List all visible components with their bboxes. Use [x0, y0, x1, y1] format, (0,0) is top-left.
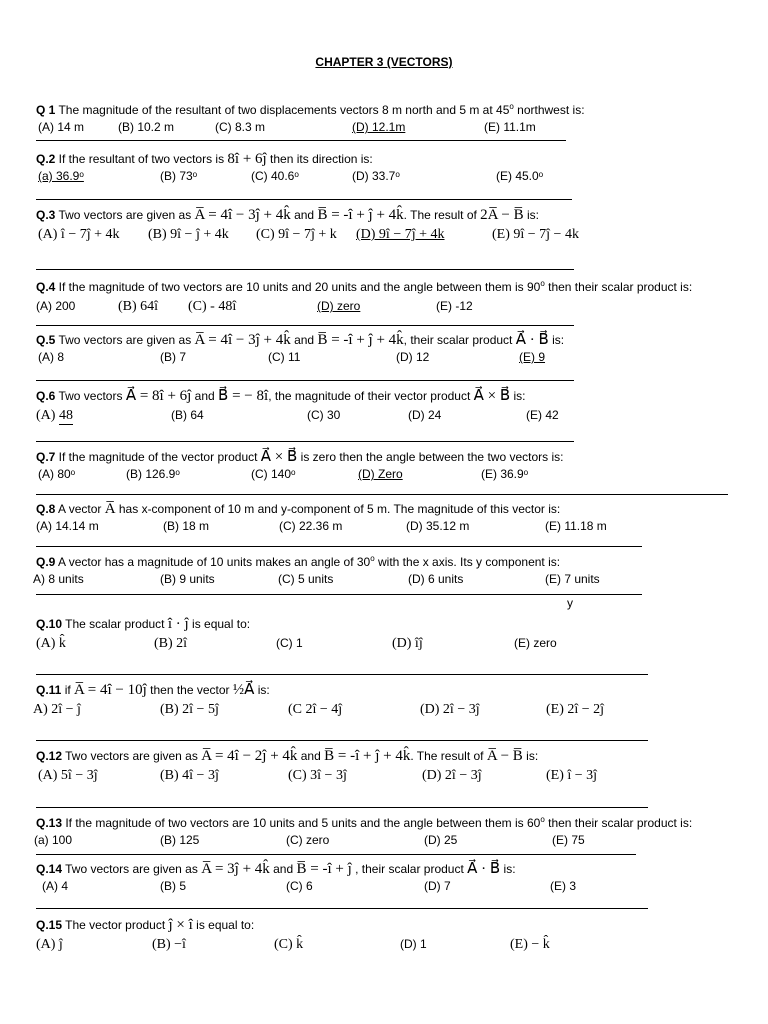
math-expression: B⃗ = − 8î	[218, 388, 269, 404]
math-expression: A̅ = 4î − 3ĵ + 4k̂	[194, 207, 291, 223]
option-b: (B) 126.9ᵒ	[126, 467, 180, 481]
option-c: (C) 8.3 m	[215, 120, 266, 134]
option-e: (E) 2î − 2ĵ	[546, 702, 605, 717]
option-a: (A) 48	[36, 408, 73, 423]
options-row	[36, 167, 756, 184]
math-expression: B̅ = -î + ĵ + 4k̂	[324, 748, 411, 764]
option-c: (C) 6	[286, 879, 313, 893]
question-9	[33, 551, 756, 587]
stem-text: , their scalar product	[351, 862, 468, 876]
stem-text: Two vectors are given as	[55, 333, 195, 347]
stem-text: If the magnitude of two vectors are 10 units and 5 units and the angle between them is 60	[62, 816, 541, 830]
options-row	[36, 632, 756, 654]
stem-text: The vector product	[62, 918, 169, 932]
option-d: (D) 33.7ᵒ	[352, 169, 400, 183]
option-d: (D) 2î − 3ĵ	[422, 768, 482, 783]
question-stem: Q.7 If the magnitude of the vector product A⃗ × B⃗ is zero then the angle between the two vectors is:	[36, 449, 564, 465]
question-stem: Q.6 Two vectors A⃗ = 8î + 6ĵ and B⃗ = − 8î, the magnitude of their vector product A⃗ × B⃗ is:	[36, 388, 526, 404]
option-d: (D) 12	[396, 350, 430, 364]
option-e: (E) 9î − 7ĵ − 4k	[492, 227, 579, 242]
stem-text: o	[540, 815, 545, 824]
stem-text: If the resultant of two vectors is	[55, 152, 228, 166]
stem-text: with the x axis. Its y component is:	[374, 555, 561, 569]
option-b: (B) −î	[152, 937, 186, 952]
math-expression: A̅	[104, 501, 116, 517]
option-b: (B) 64î	[118, 299, 159, 314]
option-a: (A) 80ᵒ	[38, 467, 76, 481]
stem-text: Two vectors are given as	[55, 208, 195, 222]
stem-text: and	[191, 389, 219, 403]
question-7	[36, 450, 756, 482]
option-c: (C) 9î − 7ĵ + k	[256, 227, 337, 242]
option-e: (E) 7 units	[545, 572, 600, 586]
option-c: (C) zero	[286, 833, 330, 847]
options-row	[36, 118, 756, 135]
math-expression: A̅ − B̅	[486, 748, 523, 764]
option-e: (E) -12	[436, 299, 473, 313]
question-stem: Q.11 if A̅ = 4î − 10ĵ then the vector ½A⃗ is:	[36, 682, 270, 698]
stem-text: A vector	[55, 502, 105, 516]
stem-text: If the magnitude of two vectors are 10 units and 20 units and the angle between them is 90	[55, 280, 541, 294]
option-e: (E) î − 3ĵ	[546, 768, 598, 783]
option-e: (E) 11.18 m	[545, 519, 607, 533]
option-d: (D) îĵ	[392, 636, 423, 651]
stray-y-mark: y	[567, 596, 573, 610]
option-b: (B) 73ᵒ	[160, 169, 198, 183]
option-d: (D) 25	[424, 833, 458, 847]
option-c: (C) 11	[268, 350, 301, 364]
separator-line	[36, 494, 728, 495]
option-a: A) 2î − ĵ	[33, 702, 81, 717]
question-11	[33, 682, 756, 720]
stem-text: Two vectors are given as	[62, 862, 202, 876]
option-d: (D) 7	[424, 879, 451, 893]
separator-line	[36, 199, 572, 200]
stem-text: then their scalar product is:	[544, 280, 693, 294]
math-expression: B̅ = -î + ĵ + 4k̂	[317, 207, 404, 223]
options-row	[36, 933, 756, 955]
question-2	[36, 152, 756, 184]
question-4	[36, 276, 756, 317]
option-b: (B) 10.2 m	[118, 120, 175, 134]
option-a: (A) 200	[36, 299, 76, 313]
option-c: (C) k̂	[274, 937, 304, 952]
stem-text: is equal to:	[188, 617, 251, 631]
stem-text: and	[297, 749, 325, 763]
option-a: (A) 14 m	[38, 120, 85, 134]
stem-text: and	[269, 862, 297, 876]
stem-text: is:	[500, 862, 516, 876]
chapter-title: CHAPTER 3 (VECTORS)	[315, 55, 453, 69]
separator-line	[36, 269, 574, 270]
question-1	[36, 99, 756, 135]
options-row	[36, 517, 756, 534]
option-d: (D) 12.1m	[352, 120, 406, 134]
math-expression: 2A̅ − B̅	[480, 207, 524, 223]
stem-text: northwest is:	[513, 103, 585, 117]
option-b: (B) 64	[171, 408, 204, 422]
math-expression: B̅ = -î + ĵ + 4k̂	[317, 332, 404, 348]
option-b: (B) 4î − 3ĵ	[160, 768, 219, 783]
option-a: (A) 4	[42, 879, 69, 893]
option-c: (C) 30	[307, 408, 341, 422]
option-e: (E) zero	[514, 636, 557, 650]
option-d: (D) Zero	[358, 467, 403, 481]
option-b: (B) 2î − 5ĵ	[160, 702, 219, 717]
option-b: (B) 7	[160, 350, 187, 364]
question-stem: Q 1 The magnitude of the resultant of two displacements vectors 8 m north and 5 m at 45$^o$ northwest is:	[36, 102, 585, 117]
separator-line	[36, 740, 648, 741]
option-c: (C) - 48î	[188, 299, 237, 314]
option-d: (D) 9î − 7ĵ + 4k	[356, 227, 445, 242]
option-c: (C) 1	[276, 636, 303, 650]
stem-text: . The result of	[410, 749, 487, 763]
stem-text: A vector has a magnitude of 10 units makes an angle of 30	[55, 555, 371, 569]
math-expression: A⃗ = 8î + 6ĵ	[125, 388, 192, 404]
question-stem: Q.13 If the magnitude of two vectors are 10 units and 5 units and the angle between them is 60$^o$ then their scalar product is:	[36, 815, 693, 830]
separator-line	[36, 854, 636, 855]
stem-text: and	[290, 208, 318, 222]
option-c: (C) 5 units	[278, 572, 334, 586]
stem-text: o	[540, 279, 545, 288]
option-d: (D) 6 units	[408, 572, 464, 586]
stem-text: if	[61, 683, 75, 697]
separator-line	[36, 325, 574, 326]
question-14	[36, 862, 756, 894]
option-e: (E) 3	[550, 879, 577, 893]
option-b: (B) 5	[160, 879, 187, 893]
option-e: (E) 11.1m	[484, 120, 536, 134]
stem-text: The scalar product	[62, 617, 168, 631]
stem-text: is:	[522, 749, 539, 763]
question-stem: Q.2 If the resultant of two vectors is 8î + 6ĵ then its direction is:	[36, 151, 373, 167]
option-a: (A) 14.14 m	[36, 519, 99, 533]
option-e: (E) 9	[519, 350, 546, 364]
option-a: (a) 100	[34, 833, 73, 847]
stem-text: then the vector	[146, 683, 233, 697]
option-a: (A) ĵ	[36, 937, 63, 952]
option-e: (E) 42	[526, 408, 559, 422]
math-expression: A⃗ × B⃗	[473, 388, 511, 404]
math-expression: A̅ = 4î − 2ĵ + 4k̂	[201, 748, 298, 764]
stem-text: is:	[510, 389, 526, 403]
question-6	[36, 389, 756, 426]
math-expression: ½A⃗	[232, 682, 255, 698]
stem-text: , their scalar product	[403, 333, 516, 347]
option-c: (C) 22.36 m	[279, 519, 343, 533]
question-5	[36, 333, 756, 365]
option-a: (A) î − 7ĵ + 4k	[38, 227, 120, 242]
options-row	[36, 831, 756, 848]
question-stem: Q.4 If the magnitude of two vectors are 10 units and 20 units and the angle between them is 90$^o$ then their scalar product is:	[36, 279, 693, 294]
question-15	[36, 918, 756, 955]
options-row	[36, 764, 756, 786]
math-expression: A⃗ · B⃗	[467, 861, 501, 877]
options-row	[33, 570, 756, 587]
options-row	[33, 698, 756, 720]
math-expression: 8î + 6ĵ	[227, 151, 267, 167]
stem-text: is zero then the angle between the two vectors is:	[297, 450, 564, 464]
option-c: (C) 40.6ᵒ	[251, 169, 299, 183]
separator-line	[36, 807, 648, 808]
option-c: (C) 140ᵒ	[251, 467, 296, 481]
question-stem: Q.14 Two vectors are given as A̅ = 3ĵ + 4k̂ and B̅ = -î + ĵ , their scalar product A⃗ · B⃗ is:	[36, 861, 516, 877]
stem-text: then their scalar product is:	[544, 816, 693, 830]
option-a: A) 8 units	[33, 572, 84, 586]
separator-line	[36, 594, 642, 595]
options-row	[36, 877, 756, 894]
question-stem: Q.8 A vector A̅ has x-component of 10 m and y-component of 5 m. The magnitude of this vector is:	[36, 501, 561, 517]
option-e: (E) − k̂	[510, 937, 550, 952]
math-expression: A⃗ · B⃗	[515, 332, 549, 348]
option-d: (D) 2î − 3ĵ	[420, 702, 480, 717]
math-expression: A̅ = 4î − 3ĵ + 4k̂	[194, 332, 291, 348]
option-d: (D) 35.12 m	[406, 519, 470, 533]
separator-line	[36, 441, 574, 442]
question-stem: Q.12 Two vectors are given as A̅ = 4î − 2ĵ + 4k̂ and B̅ = -î + ĵ + 4k̂. The result of A̅ − B̅ is:	[36, 748, 539, 764]
stem-text: The magnitude of the resultant of two displacements vectors 8 m north and 5 m at 45	[55, 103, 510, 117]
option-b: (B) 2î	[154, 636, 188, 651]
question-stem: Q.9 A vector has a magnitude of 10 units makes an angle of 30$^o$ with the x axis. Its y component is:	[36, 554, 561, 569]
stem-text: has x-component of 10 m and y-component of 5 m. The magnitude of this vector is:	[115, 502, 561, 516]
stem-text: is:	[523, 208, 539, 222]
options-row	[36, 465, 756, 482]
separator-line	[36, 140, 566, 141]
stem-text: o	[370, 554, 375, 563]
stem-text: is:	[254, 683, 270, 697]
stem-text: . The result of	[403, 208, 481, 222]
question-stem: Q.10 The scalar product î · ĵ is equal to:	[36, 616, 251, 632]
question-10	[36, 617, 756, 654]
option-c: (C 2î − 4ĵ	[288, 702, 343, 717]
options-row	[36, 348, 756, 365]
stem-text: If the magnitude of the vector product	[55, 450, 261, 464]
separator-line	[36, 546, 642, 547]
question-13	[36, 812, 756, 848]
option-b: (B) 9î − ĵ + 4k	[148, 227, 229, 242]
math-expression: ĵ × î	[168, 917, 193, 933]
stem-text: o	[509, 102, 514, 111]
question-stem: Q.15 The vector product ĵ × î is equal to:	[36, 917, 255, 933]
stem-text: , the magnitude of their vector product	[268, 389, 474, 403]
question-8	[36, 502, 756, 534]
answer-48: 48	[58, 408, 73, 423]
stem-text: Two vectors	[55, 389, 126, 403]
option-b: (B) 9 units	[160, 572, 215, 586]
option-b: (B) 18 m	[163, 519, 210, 533]
options-row	[36, 295, 756, 317]
option-e: (E) 75	[552, 833, 585, 847]
option-a: (A) 8	[38, 350, 65, 364]
option-b: (B) 125	[160, 833, 200, 847]
option-a: (A) k̂	[36, 636, 66, 651]
math-expression: A̅ = 4î − 10ĵ	[74, 682, 147, 698]
option-a: (A) 5î − 3ĵ	[38, 768, 98, 783]
option-c: (C) 3î − 3ĵ	[288, 768, 347, 783]
options-row	[36, 223, 756, 245]
option-d: (D) zero	[317, 299, 361, 313]
question-stem: Q.5 Two vectors are given as A̅ = 4î − 3ĵ + 4k̂ and B̅ = -î + ĵ + 4k̂, their scalar product A⃗ · B⃗ is:	[36, 332, 565, 348]
question-stem: Q.3 Two vectors are given as A̅ = 4î − 3ĵ + 4k̂ and B̅ = -î + ĵ + 4k̂. The result of 2A̅ − B̅ is:	[36, 207, 539, 223]
option-d: (D) 24	[408, 408, 442, 422]
stem-text: Two vectors are given as	[62, 749, 202, 763]
math-expression: A⃗ × B⃗	[260, 449, 298, 465]
math-expression: î · ĵ	[167, 616, 189, 632]
options-row	[36, 404, 756, 426]
math-expression: A̅ = 3ĵ + 4k̂	[201, 861, 270, 877]
question-12	[36, 749, 756, 786]
separator-line	[36, 674, 648, 675]
math-expression: B̅ = -î + ĵ	[296, 861, 352, 877]
option-e: (E) 36.9ᵒ	[481, 467, 529, 481]
stem-text: is equal to:	[192, 918, 255, 932]
question-3	[36, 208, 756, 245]
option-a: (a) 36.9ᵒ	[38, 169, 84, 183]
stem-text: then its direction is:	[266, 152, 373, 166]
stem-text: and	[290, 333, 318, 347]
stem-text: is:	[548, 333, 565, 347]
separator-line	[36, 908, 648, 909]
option-e: (E) 45.0ᵒ	[496, 169, 544, 183]
separator-line	[36, 380, 574, 381]
option-d: (D) 1	[400, 937, 427, 951]
